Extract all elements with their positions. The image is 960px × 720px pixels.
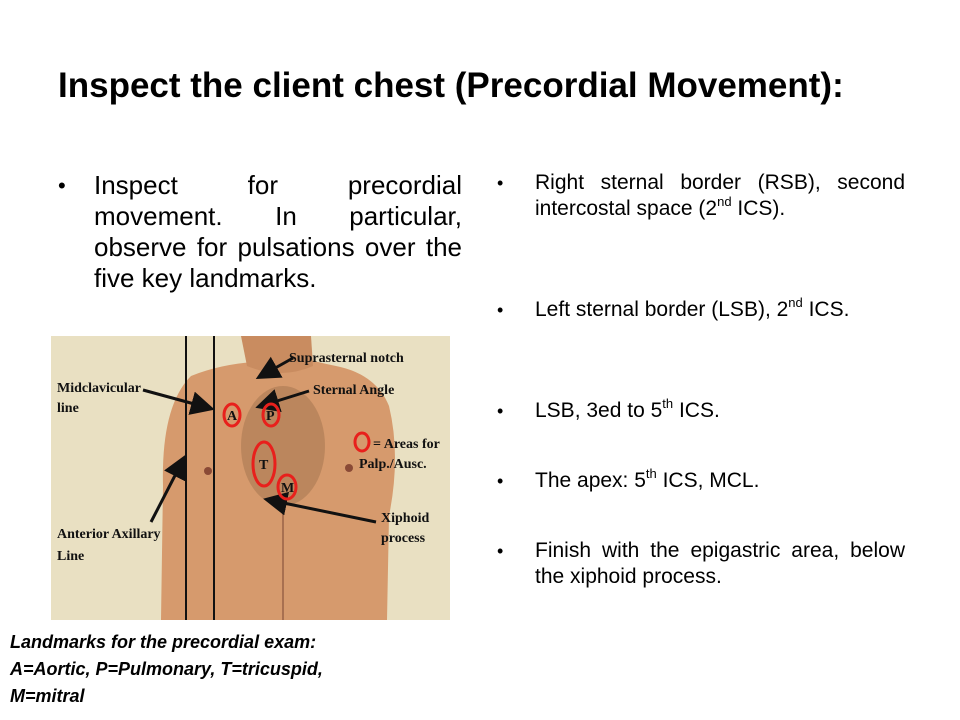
right-bullet-text: Right sternal border (RSB), second intercostal space (2nd ICS). bbox=[535, 171, 905, 220]
figure-caption: Landmarks for the precordial exam: A=Aortic, P=Pulmonary, T=tricuspid, M=mitral bbox=[10, 632, 323, 706]
aortic-letter: A bbox=[227, 409, 238, 424]
bullet-icon: • bbox=[497, 541, 504, 561]
chest-illustration bbox=[51, 336, 450, 620]
right-bullet-text: LSB, 3ed to 5th ICS. bbox=[535, 396, 720, 422]
pulmonary-letter: P bbox=[266, 409, 275, 424]
right-bullet-item bbox=[497, 297, 905, 323]
bullet-icon: • bbox=[497, 401, 504, 421]
left-bullet-text: Inspect for precordial movement. In particular, observe for pulsations over the five key landmarks. bbox=[94, 170, 462, 293]
left-column bbox=[58, 170, 462, 294]
right-bullet-item bbox=[497, 468, 905, 494]
nipple-left bbox=[204, 467, 212, 475]
sternal-angle-label: Sternal Angle bbox=[313, 383, 395, 398]
areas-label-line2: Palp./Ausc. bbox=[359, 457, 427, 472]
mitral-letter: M bbox=[281, 481, 295, 496]
nipple-right bbox=[345, 464, 353, 472]
right-bullet-item bbox=[497, 398, 905, 424]
right-bullet-item bbox=[497, 538, 905, 590]
left-bullet-item bbox=[58, 170, 462, 294]
areas-label: = Areas for bbox=[373, 437, 440, 452]
midclavicular-label-line2: line bbox=[57, 401, 79, 416]
right-bullet-item bbox=[497, 170, 905, 222]
bullet-icon: • bbox=[497, 471, 504, 491]
bullet-icon: • bbox=[497, 300, 504, 320]
right-bullet-text: The apex: 5th ICS, MCL. bbox=[535, 466, 760, 492]
suprasternal-label: Suprasternal notch bbox=[289, 351, 404, 366]
right-bullet-text: Left sternal border (LSB), 2nd ICS. bbox=[535, 295, 850, 321]
chest-landmarks-figure bbox=[51, 336, 450, 620]
bullet-icon: • bbox=[58, 173, 66, 198]
axillary-label: Anterior Axillary bbox=[57, 527, 161, 542]
midclavicular-label: Midclavicular bbox=[57, 381, 141, 396]
xiphoid-label: Xiphoid bbox=[381, 511, 430, 526]
bullet-icon: • bbox=[497, 173, 504, 193]
slide-title: Inspect the client chest (Precordial Movement): bbox=[58, 66, 844, 105]
xiphoid-label-line2: process bbox=[381, 531, 426, 546]
tricuspid-letter: T bbox=[259, 458, 269, 473]
axillary-label-line2: Line bbox=[57, 549, 85, 564]
right-bullet-text: Finish with the epigastric area, below the xiphoid process. bbox=[535, 539, 905, 588]
